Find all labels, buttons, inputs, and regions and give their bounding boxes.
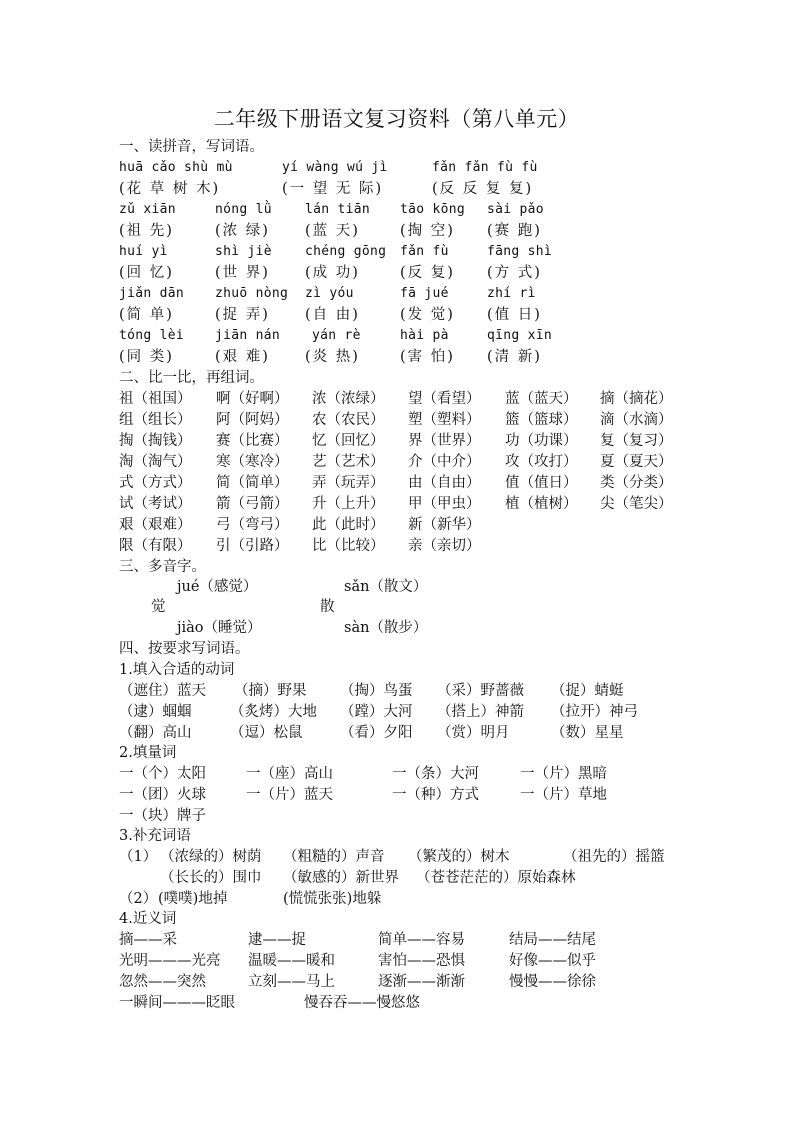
- compare-item: 弄（玩弄）: [312, 475, 385, 491]
- measure-item: 一（条）大河: [392, 766, 479, 782]
- word: (掏 空): [400, 223, 455, 239]
- compare-item: 简（简单）: [216, 475, 289, 491]
- compare-item: 复（复习）: [600, 433, 673, 449]
- verb-item: （遮住）蓝天: [119, 683, 206, 699]
- synonym-pair: 一瞬间———眨眼: [119, 995, 235, 1011]
- word: (回 忆): [119, 265, 174, 281]
- compare-item: 阿（阿妈）: [216, 412, 289, 428]
- compare-item: 忆（回忆）: [312, 433, 385, 449]
- part-1-heading: 1.填入合适的动词: [119, 662, 235, 678]
- word: (害 怕): [400, 349, 455, 365]
- measure-item: 一（块）牌子: [119, 808, 206, 824]
- measure-item: 一（个）太阳: [119, 766, 206, 782]
- synonym-pair: 逐渐——渐渐: [378, 974, 465, 990]
- verb-item: （搭上）神箭: [437, 704, 524, 720]
- pinyin: lán tiān: [305, 202, 371, 217]
- verb-item: （捉）蜻蜓: [551, 683, 624, 699]
- word: (值 日): [487, 307, 542, 323]
- word: (浓 绿): [215, 223, 270, 239]
- word: (一 望 无 际): [282, 181, 384, 197]
- compare-item: 功（功课）: [505, 433, 578, 449]
- page-title: 二年级下册语文复习资料（第八单元）: [213, 107, 580, 131]
- compare-item: 新（新华）: [408, 517, 481, 533]
- compare-item: 农（农民）: [312, 412, 385, 428]
- polyphone-char: 觉: [151, 599, 166, 615]
- pinyin: tóng lèi: [119, 328, 185, 343]
- pinyin: sài pǎo: [487, 202, 544, 217]
- pinyin: huí yì: [119, 244, 168, 259]
- synonym-pair: 慢吞吞——慢悠悠: [304, 995, 420, 1011]
- compare-item: 夏（夏天）: [600, 454, 673, 470]
- pinyin: fǎn fù: [400, 244, 449, 259]
- synonym-pair: 忽然——突然: [119, 974, 206, 990]
- measure-item: 一（团）火球: [119, 787, 206, 803]
- verb-item: （赏）明月: [437, 725, 510, 741]
- pinyin: zì yóu: [305, 286, 354, 301]
- synonym-pair: 简单——容易: [378, 932, 465, 948]
- compare-item: 界（世界）: [408, 433, 481, 449]
- supplement-item: （繁茂的）树木: [408, 849, 510, 865]
- section-4-heading: 四、按要求写词语。: [119, 641, 250, 657]
- compare-item: 祖（祖国）: [119, 391, 192, 407]
- synonym-pair: 害怕——恐惧: [378, 953, 465, 969]
- pinyin: nóng lǜ: [215, 202, 272, 217]
- verb-item: （翻）高山: [119, 725, 192, 741]
- compare-item: 由（自由）: [408, 475, 481, 491]
- compare-item: 艺（艺术）: [312, 454, 385, 470]
- compare-item: 值（值日）: [505, 475, 578, 491]
- section-1-heading: 一、读拼音，写词语。: [119, 139, 264, 155]
- verb-item: （看）夕阳: [340, 725, 413, 741]
- compare-item: 尖（笔尖）: [600, 496, 673, 512]
- pinyin: tāo kōng: [400, 202, 466, 217]
- pinyin: jiān nán: [215, 328, 281, 343]
- pinyin: zhuō nòng: [215, 286, 289, 301]
- measure-item: 一（座）高山: [246, 766, 333, 782]
- word: (赛 跑): [487, 223, 542, 239]
- supplement-item: （苍苍茫茫的）原始森林: [416, 870, 576, 886]
- compare-item: 滴（水滴）: [600, 412, 673, 428]
- compare-item: 啊（好啊）: [216, 391, 289, 407]
- word: (发 觉): [400, 307, 455, 323]
- section-3-heading: 三、多音字。: [119, 559, 206, 575]
- polyphone-char: 散: [320, 599, 335, 615]
- compare-item: 弓（弯弓）: [216, 517, 289, 533]
- compare-item: 篮（篮球）: [505, 412, 578, 428]
- supplement-item: （敏感的）新世界: [283, 870, 399, 886]
- measure-item: 一（种）方式: [392, 787, 479, 803]
- word: (方 式): [487, 265, 542, 281]
- verb-item: （采）野蔷薇: [437, 683, 524, 699]
- part-2-heading: 2.填量词: [119, 745, 177, 761]
- compare-item: 攻（攻打）: [505, 454, 578, 470]
- compare-item: 艰（艰难）: [119, 517, 192, 533]
- compare-item: 摘（摘花）: [600, 391, 673, 407]
- measure-item: 一（片）蓝天: [246, 787, 333, 803]
- compare-item: 介（中介）: [408, 454, 481, 470]
- compare-item: 升（上升）: [312, 496, 385, 512]
- word: (反 复): [400, 265, 455, 281]
- compare-item: 箭（弓箭）: [216, 496, 289, 512]
- pinyin: chéng gōng: [305, 244, 387, 259]
- synonym-pair: 结局——结尾: [509, 932, 596, 948]
- supplement-item: (噗噗)地掉: [158, 891, 228, 907]
- supplement-item: （长长的）围巾: [160, 870, 262, 886]
- compare-item: 植（植树）: [505, 496, 578, 512]
- synonym-pair: 光明———光亮: [119, 953, 221, 969]
- measure-item: 一（片）草地: [520, 787, 607, 803]
- verb-item: （蹚）大河: [340, 704, 413, 720]
- verb-item: （逮）蝈蝈: [119, 704, 192, 720]
- word: (祖 先): [119, 223, 174, 239]
- part-3-heading: 3.补充词语: [119, 828, 191, 844]
- pinyin: qīng xīn: [487, 328, 553, 343]
- compare-item: 限（有限）: [119, 538, 192, 554]
- compare-item: 类（分类）: [600, 475, 673, 491]
- polyphone-reading: sàn（散步）: [344, 620, 428, 636]
- synonym-pair: 温暖——暖和: [248, 953, 335, 969]
- pinyin: huā cǎo shù mù: [119, 160, 233, 175]
- compare-item: 比（比较）: [312, 538, 385, 554]
- pinyin: fā jué: [400, 286, 449, 301]
- compare-item: 望（看望）: [408, 391, 481, 407]
- compare-item: 寒（寒冷）: [216, 454, 289, 470]
- section-2-heading: 二、比一比，再组词。: [119, 370, 264, 386]
- word: (反 反 复 复): [432, 181, 534, 197]
- verb-item: （炙烤）大地: [230, 704, 317, 720]
- compare-item: 赛（比赛）: [216, 433, 289, 449]
- supplement-item: （祖先的）摇篮: [563, 849, 665, 865]
- word: (同 类): [119, 349, 174, 365]
- verb-item: （逗）松鼠: [230, 725, 303, 741]
- word: (炎 热): [305, 349, 360, 365]
- compare-item: 此（此时）: [312, 517, 385, 533]
- verb-item: （拉开）神弓: [551, 704, 638, 720]
- word: (蓝 天): [305, 223, 360, 239]
- polyphone-reading: sǎn（散文）: [344, 579, 428, 595]
- synonym-pair: 慢慢——徐徐: [509, 974, 596, 990]
- synonym-pair: 逮——捉: [248, 932, 306, 948]
- pinyin: hài pà: [400, 328, 449, 343]
- polyphone-reading: jué（感觉）: [177, 579, 258, 595]
- word: (自 由): [305, 307, 360, 323]
- compare-item: 塑（塑料）: [408, 412, 481, 428]
- compare-item: 甲（甲虫）: [408, 496, 481, 512]
- compare-item: 蓝（蓝天）: [505, 391, 578, 407]
- synonym-pair: 摘——采: [119, 932, 177, 948]
- pinyin: zǔ xiān: [119, 202, 176, 217]
- word: (简 单): [119, 307, 174, 323]
- compare-item: 亲（亲切）: [408, 538, 481, 554]
- supplement-item: （粗糙的）声音: [283, 849, 385, 865]
- compare-item: 浓（浓绿）: [312, 391, 385, 407]
- verb-item: （数）星星: [551, 725, 624, 741]
- synonym-pair: 好像——似乎: [509, 953, 596, 969]
- word: (艰 难): [215, 349, 270, 365]
- pinyin: zhí rì: [487, 286, 536, 301]
- polyphone-reading: jiào（睡觉）: [177, 620, 262, 636]
- pinyin: fāng shì: [487, 244, 553, 259]
- synonym-pair: 立刻——马上: [248, 974, 335, 990]
- word: (花 草 树 木): [119, 181, 221, 197]
- compare-item: 掏（掏钱）: [119, 433, 192, 449]
- word: (捉 弄): [215, 307, 270, 323]
- supplement-item: (慌慌张张)地躲: [283, 891, 382, 907]
- pinyin: jiǎn dān: [119, 286, 185, 301]
- supplement-item: （浓绿的）树荫: [160, 849, 262, 865]
- pinyin: shì jiè: [215, 244, 272, 259]
- compare-item: 试（考试）: [119, 496, 192, 512]
- pinyin: yí wàng wú jì: [282, 160, 388, 175]
- part-4-heading: 4.近义词: [119, 911, 177, 927]
- compare-item: 淘（淘气）: [119, 454, 192, 470]
- word: (清 新): [487, 349, 542, 365]
- compare-item: 引（引路）: [216, 538, 289, 554]
- compare-item: 组（组长）: [119, 412, 192, 428]
- pinyin: yán rè: [312, 328, 361, 343]
- verb-item: （摘）野果: [234, 683, 307, 699]
- verb-item: （掏）鸟蛋: [340, 683, 413, 699]
- supplement-label: （2）: [119, 891, 158, 907]
- measure-item: 一（片）黑暗: [520, 766, 607, 782]
- word: (世 界): [215, 265, 270, 281]
- compare-item: 式（方式）: [119, 475, 192, 491]
- word: (成 功): [305, 265, 360, 281]
- pinyin: fǎn fǎn fù fù: [432, 160, 538, 175]
- supplement-label: （1）: [119, 849, 158, 865]
